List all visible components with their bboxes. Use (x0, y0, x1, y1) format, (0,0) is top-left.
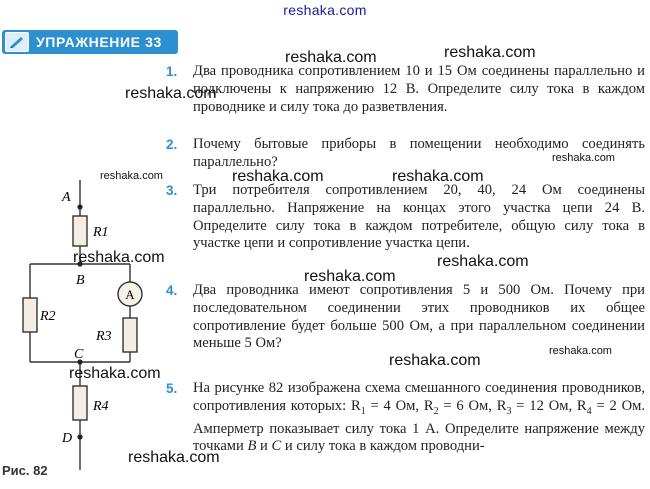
watermark: reshaka.com (389, 352, 481, 369)
r3-label: R3 (96, 329, 112, 344)
ammeter-label: A (125, 287, 135, 302)
exercise-number: 1. (166, 64, 178, 79)
banner-title: УПРАЖНЕНИЕ 33 (36, 34, 162, 50)
watermark: reshaka.com (128, 449, 220, 466)
exercise-text: Почему бытовые приборы в помещении необходимо соединять параллельно? (193, 136, 645, 170)
point-a-label: A (62, 190, 71, 205)
resistor-r3 (123, 318, 137, 352)
pencil-icon (5, 32, 29, 52)
watermark: reshaka.com (549, 345, 612, 357)
exercise-banner (2, 30, 178, 54)
point-a-dot (77, 204, 82, 209)
exercise-4 (166, 282, 645, 353)
figure-caption: Рис. 82 (2, 463, 48, 478)
watermark: reshaka.com (444, 44, 536, 61)
exercise-text: Три потребителя сопротивлением 20, 40, 24 Ом соединены параллельно. Напряжение на концах этого участка цепи 24 В. Определите силу тока в каждом потребителе, общую силу тока в участке цепи и сопротивление участка цепи. (193, 182, 645, 252)
watermark: reshaka.com (285, 49, 377, 66)
exercise-text: Два проводника имеют сопротивления 5 и 500 Ом. Почему при последовательном соединении этих проводников их общее сопротивление будет больше 500 Ом, а при параллельном соединении меньше 5 Ом? (193, 282, 645, 352)
r2-label: R2 (40, 309, 56, 324)
exercise-number: 2. (166, 137, 178, 152)
point-d-dot (77, 434, 82, 439)
watermark: reshaka.com (392, 168, 484, 185)
watermark: reshaka.com (73, 249, 165, 266)
exercise-3 (166, 182, 645, 253)
watermark: reshaka.com (552, 152, 615, 164)
resistor-r4 (73, 386, 87, 420)
watermark: reshaka.com (304, 268, 396, 285)
point-d-label: D (62, 431, 73, 446)
resistor-r2 (23, 298, 37, 332)
r1-label: R1 (93, 225, 109, 240)
exercise-text: На рисунке 82 изображена схема смешанного соединения проводников, сопротивления которых: $R_1 = 4$ Ом, $R_2 = 6$ Ом, $R_3 = 12$ Ом, $R_4 = 2$ Ом. Амперметр показывает силу тока 1 А. Определите напряжение между точками B и C и силу тока в каждом проводни- (193, 380, 646, 455)
watermark: reshaka.com (232, 168, 324, 185)
circuit-diagram (0, 180, 178, 470)
exercise-text: Два проводника сопротивлением 10 и 15 Ом соединены параллельно и подключены к напряжению 12 В. Определите силу тока в каждом проводнике и силу тока до разветвления. (193, 63, 645, 115)
watermark: reshaka.com (437, 253, 529, 270)
resistor-r1 (73, 216, 87, 246)
point-c-label: C (74, 347, 84, 362)
watermark: reshaka.com (100, 170, 163, 182)
exercise-number: 4. (166, 283, 178, 298)
watermark: reshaka.com (69, 365, 161, 382)
exercise-5 (166, 380, 646, 456)
watermark: reshaka.com (125, 85, 217, 102)
top-watermark: reshaka.com (283, 2, 367, 18)
r4-label: R4 (93, 399, 109, 414)
exercise-number: 5. (166, 381, 178, 396)
point-b-label: B (76, 273, 85, 288)
exercise-number: 3. (166, 183, 178, 198)
